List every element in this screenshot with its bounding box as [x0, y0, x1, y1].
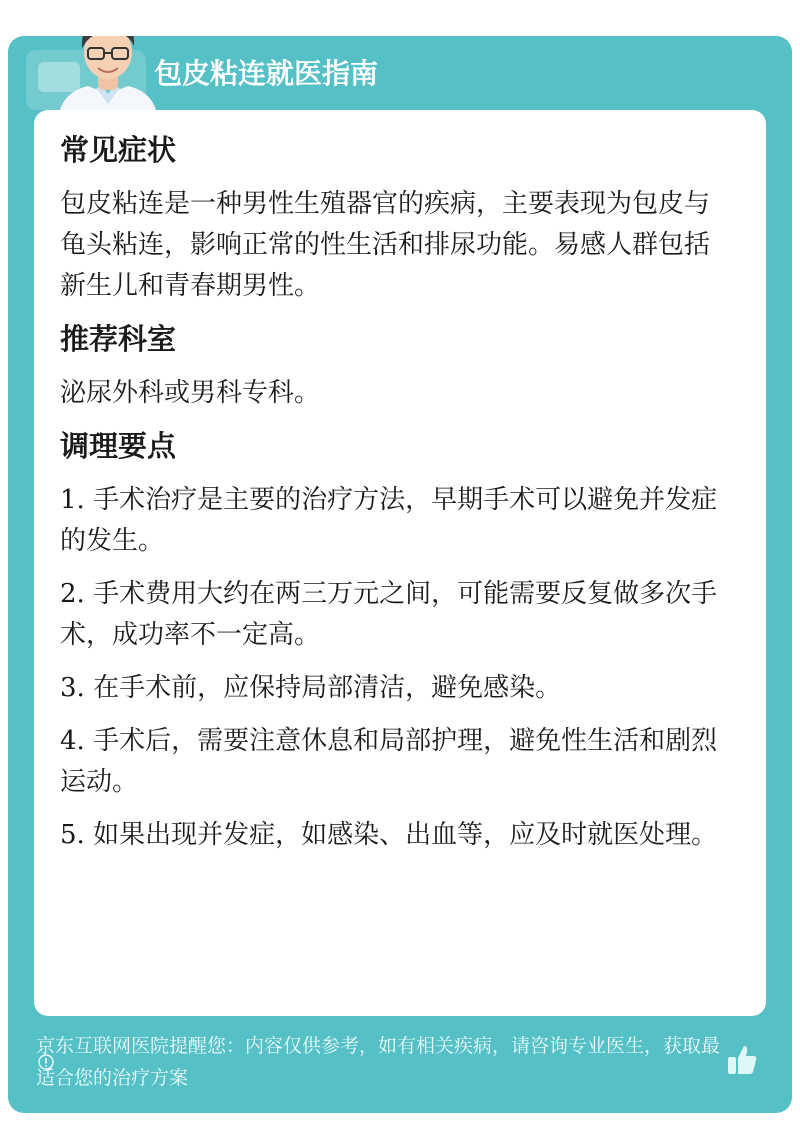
- list-item: [60, 668, 732, 709]
- thumbs-up-icon[interactable]: [724, 1042, 760, 1078]
- list-item-number: 1.: [60, 485, 85, 515]
- list-item: [60, 574, 732, 656]
- list-item: [60, 721, 732, 803]
- list-item-text: 手术后，需要注意休息和局部护理，避免性生活和剧烈运动。: [60, 726, 718, 797]
- section-title-department: 推荐科室: [60, 322, 177, 356]
- content-body: [60, 130, 732, 868]
- list-item: [60, 480, 732, 562]
- list-item-number: 5.: [60, 820, 85, 850]
- page-title: 包皮粘连就医指南: [154, 57, 379, 90]
- section-title-care: 调理要点: [60, 429, 177, 463]
- section-title-symptoms: 常见症状: [60, 133, 177, 167]
- content-card: [34, 110, 766, 1016]
- list-item-text: 手术费用大约在两三万元之间，可能需要反复做多次手术，成功率不一定高。: [60, 579, 718, 650]
- list-item-number: 4.: [60, 726, 85, 756]
- list-item-text: 如果出现并发症，如感染、出血等，应及时就医处理。: [93, 820, 718, 850]
- list-item-number: 3.: [60, 673, 85, 703]
- symptoms-text: 包皮粘连是一种男性生殖器官的疾病，主要表现为包皮与龟头粘连，影响正常的性生活和排尿功能。易感人群包括新生儿和青春期男性。: [60, 189, 711, 301]
- list-item-text: 在手术前，应保持局部清洁，避免感染。: [93, 673, 562, 703]
- guide-frame: [8, 36, 792, 1113]
- list-item: [60, 815, 732, 856]
- department-text: 泌尿外科或男科专科。: [60, 378, 321, 408]
- list-item-text: 手术治疗是主要的治疗方法，早期手术可以避免并发症的发生。: [60, 485, 718, 556]
- doctor-avatar-icon: [48, 36, 168, 118]
- footer-disclaimer: 京东互联网医院提醒您：内容仅供参考，如有相关疾病，请咨询专业医生，获取最适合您的治疗方案: [36, 1035, 721, 1089]
- list-item-number: 2.: [60, 579, 85, 609]
